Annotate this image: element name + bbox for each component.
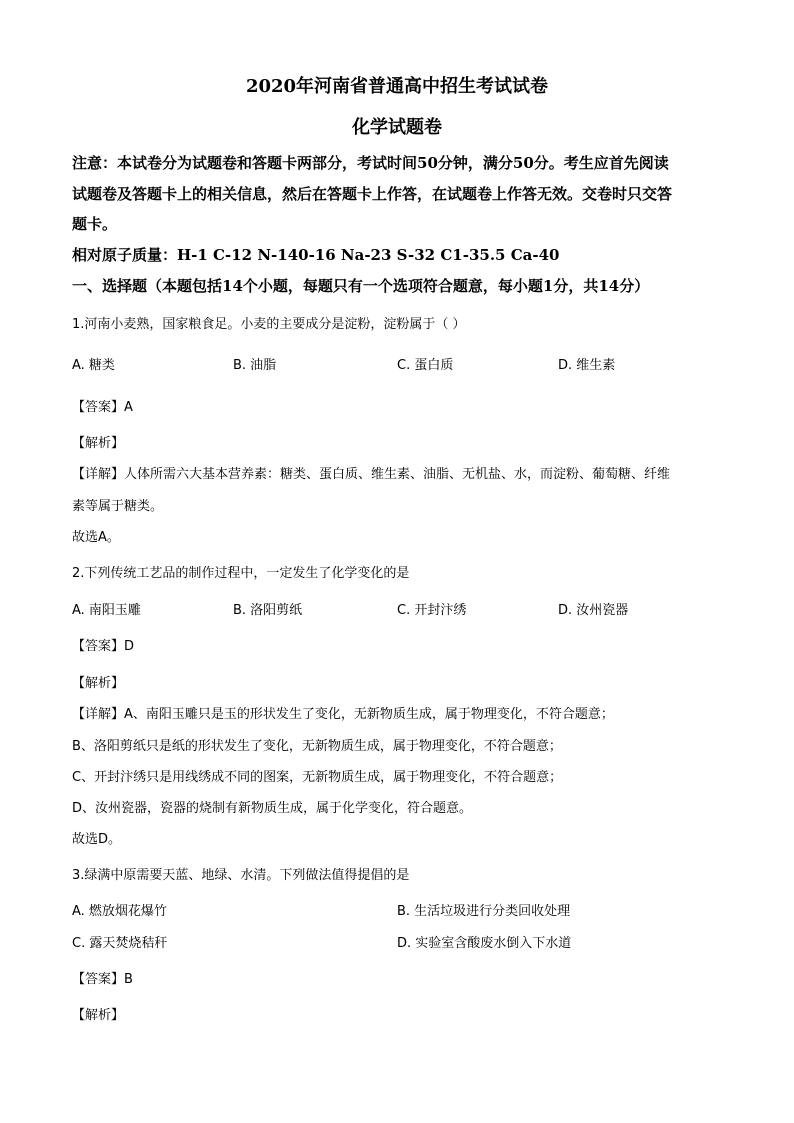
- q2-detail-1: 【详解】A、南阳玉雕只是玉的形状发生了变化，无新物质生成，属于物理变化，不符合题意；: [72, 707, 614, 722]
- q3-option-a: A. 燃放烟花爆竹: [72, 904, 167, 919]
- q2-detail-3: C、开封汴绣只是用线绣成不同的图案，无新物质生成，属于物理变化，不符合题意；: [72, 770, 563, 785]
- q1-detail-1: 【详解】人体所需六大基本营养素：糖类、蛋白质、维生素、油脂、无机盐、水，而淀粉、葡萄糖、纤维: [72, 467, 671, 482]
- q1-stem: 1.河南小麦熟，国家粮食足。小麦的主要成分是淀粉，淀粉属于（ ）: [72, 317, 466, 332]
- exam-title: 2020年河南省普通高中招生考试试卷: [245, 76, 549, 97]
- q3-option-d: D. 实验室含酸废水倒入下水道: [397, 936, 572, 951]
- q2-answer: 【答案】D: [72, 639, 135, 654]
- atomic-mass: 相对原子质量：H-1 C-12 N-140-16 Na-23 S-32 C1-35.5 Ca-40: [72, 246, 560, 264]
- q2-analysis: 【解析】: [72, 676, 125, 691]
- q2-option-b: B. 洛阳剪纸: [233, 603, 303, 618]
- q2-option-d: D. 汝州瓷器: [558, 603, 629, 618]
- exam-subtitle: 化学试题卷: [352, 117, 442, 138]
- q3-option-b: B. 生活垃圾进行分类回收处理: [397, 904, 571, 919]
- q1-option-d: D. 维生素: [558, 358, 616, 373]
- notice-line-3: 题卡。: [72, 215, 118, 233]
- q2-detail-4: D、汝州瓷器，瓷器的烧制有新物质生成，属于化学变化，符合题意。: [72, 801, 473, 816]
- q2-option-a: A. 南阳玉雕: [72, 603, 141, 618]
- q3-option-c: C. 露天焚烧秸秆: [72, 936, 168, 951]
- notice-line-1: 注意：本试卷分为试题卷和答题卡两部分，考试时间50分钟，满分50分。考生应首先阅读: [72, 154, 669, 172]
- q1-option-b: B. 油脂: [233, 358, 277, 373]
- q2-conclusion: 故选D。: [72, 832, 122, 847]
- q1-analysis: 【解析】: [72, 436, 125, 451]
- q3-stem: 3.绿满中原需要天蓝、地绿、水清。下列做法值得提倡的是: [72, 868, 410, 883]
- section-title: 一、选择题（本题包括14个小题，每题只有一个选项符合题意，每小题1分，共14分）: [72, 277, 650, 295]
- q3-answer: 【答案】B: [72, 972, 133, 987]
- notice-line-2: 试题卷及答题卡上的相关信息，然后在答题卡上作答，在试题卷上作答无效。交卷时只交答: [72, 185, 673, 203]
- q1-option-a: A. 糖类: [72, 358, 115, 373]
- q1-option-c: C. 蛋白质: [397, 358, 454, 373]
- q1-answer: 【答案】A: [72, 400, 133, 415]
- q1-detail-2: 素等属于糖类。: [72, 499, 164, 514]
- q1-conclusion: 故选A。: [72, 530, 120, 545]
- q3-analysis: 【解析】: [72, 1008, 125, 1023]
- q2-option-c: C. 开封汴绣: [397, 603, 467, 618]
- q2-stem: 2.下列传统工艺品的制作过程中，一定发生了化学变化的是: [72, 566, 410, 581]
- q2-detail-2: B、洛阳剪纸只是纸的形状发生了变化，无新物质生成，属于物理变化，不符合题意；: [72, 739, 562, 754]
